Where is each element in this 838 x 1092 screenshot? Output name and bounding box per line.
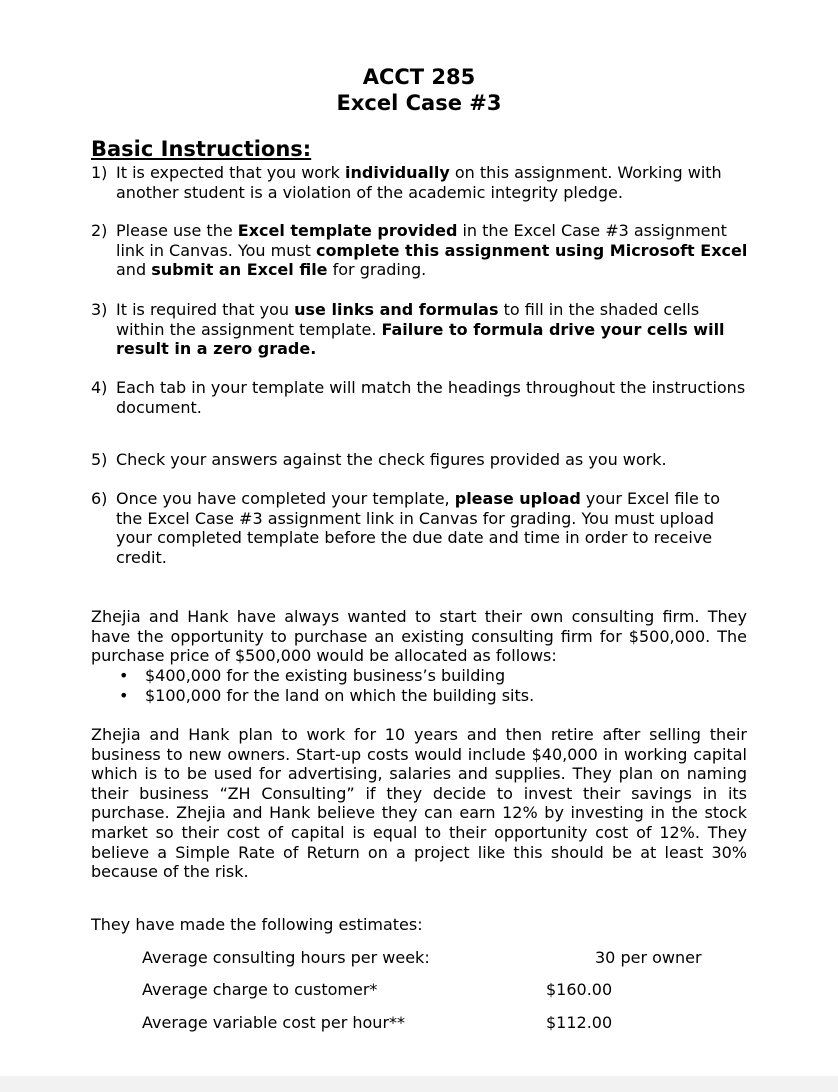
instruction-item [91,450,751,470]
instruction-item [91,163,751,202]
estimate-label: Average variable cost per hour** [142,1013,406,1032]
section-heading: Basic Instructions: [91,137,312,161]
instruction-text: It is expected that you work individually on this assignment. Working with another student is a violation of the academic integrity pledge. [116,163,722,202]
estimate-value: 30 per owner [595,948,702,967]
estimate-value: $112.00 [546,1013,613,1032]
instruction-text: Each tab in your template will match the headings throughout the instructions document. [116,378,746,417]
instruction-item [91,221,751,280]
instruction-number: 4) [91,378,108,397]
case-paragraph: Zhejia and Hank have always wanted to start their own consulting firm. They have the opportunity to purchase an existing consulting firm for $500,000. The purchase price of $500,000 would be allocated as follows: [91,607,747,666]
estimate-label: Average consulting hours per week: [142,948,430,967]
instruction-text: Check your answers against the check figures provided as you work. [116,450,667,469]
instruction-item [91,489,751,567]
list-item: • $400,000 for the existing business’s building [119,666,739,686]
instruction-number: 2) [91,221,108,240]
instruction-number: 3) [91,300,108,319]
case-title: Excel Case #3 [336,91,502,115]
instruction-number: 6) [91,489,108,508]
course-title: ACCT 285 [362,65,476,89]
instruction-number: 1) [91,163,108,182]
case-paragraph: Zhejia and Hank plan to work for 10 years and then retire after selling their business to new owners. Start-up costs would include $40,000 in working capital which is to be used for advertising, salaries and supplies. They plan on naming their business “ZH Consulting” if they decide to invest their savings in its purchase. Zhejia and Hank believe they can earn 12% by investing in the stock market so their cost of capital is equal to their opportunity cost of 12%. They believe a Simple Rate of Return on a project like this should be at least 30% because of the risk. [91,725,747,882]
instruction-text: Please use the Excel template provided in the Excel Case #3 assignment link in Canvas. You must complete this assignment using Microsoft Excel and submit an Excel file for grading. [116,221,748,280]
instruction-text: Once you have completed your template, please upload your Excel file to the Excel Case #3 assignment link in Canvas for grading. You must upload your completed template before the due date and time in order to receive credit. [116,489,720,567]
instruction-item [91,300,751,359]
list-item: • $100,000 for the land on which the building sits. [119,686,739,706]
estimate-label: Average charge to customer* [142,980,378,999]
instruction-text: It is required that you use links and formulas to fill in the shaded cells within the assignment template. Failure to formula drive your cells will result in a zero grade. [116,300,725,359]
allocation-list [119,666,739,705]
instruction-item [91,378,751,417]
instruction-number: 5) [91,450,108,469]
estimate-value: $160.00 [546,980,613,999]
page-edge [0,1076,838,1092]
estimates-intro: They have made the following estimates: [91,915,423,934]
